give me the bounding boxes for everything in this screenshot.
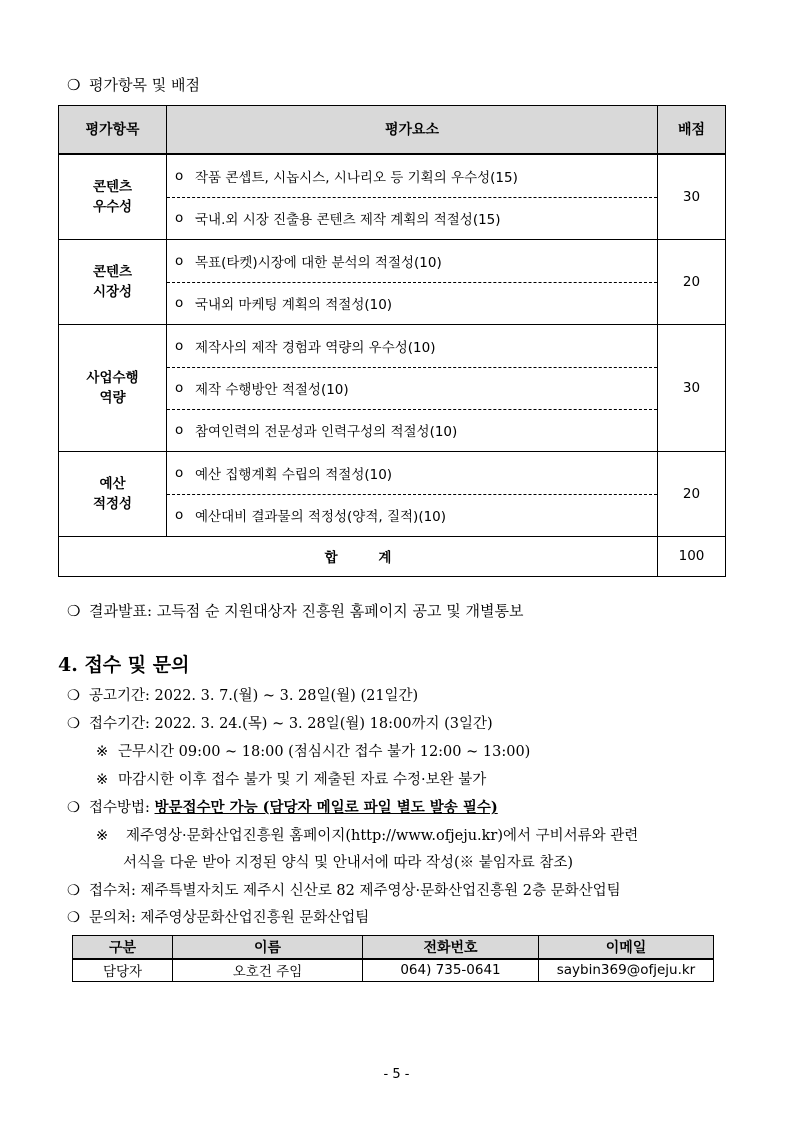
contact-role: 담당자 — [73, 959, 173, 982]
notice-period-text: 공고기간: 2022. 3. 7.(월) ~ 3. 28일(월) (21일간) — [89, 688, 419, 704]
header-category: 평가항목 — [59, 106, 167, 154]
small-bullet-icon: o — [175, 252, 184, 269]
elements-cell — [167, 154, 658, 240]
category-label: 콘텐츠 — [92, 178, 133, 195]
small-bullet-icon: o — [175, 295, 184, 311]
inquiry-text: 문의처: 제주영상문화산업진흥원 문화산업팀 — [89, 910, 370, 926]
table-row — [59, 324, 726, 451]
section-title: 4. 접수 및 문의 — [58, 654, 190, 676]
total-score: 100 — [658, 536, 726, 576]
small-bullet-icon: o — [175, 210, 184, 226]
element-text: 제작사의 제작 경험과 역량의 우수성(10) — [195, 339, 436, 356]
header-role: 구분 — [73, 936, 173, 959]
contact-phone: 064) 735-0641 — [363, 959, 539, 982]
reference-mark-icon: ※ — [96, 772, 109, 788]
list-item — [167, 197, 657, 239]
small-bullet-icon: o — [175, 422, 184, 438]
element-text: 목표(타켓)시장에 대한 분석의 적절성(10) — [195, 254, 442, 271]
category-cell — [59, 239, 167, 324]
small-bullet-icon: o — [175, 464, 184, 481]
element-text: 예산 집행계획 수립의 적절성(10) — [195, 466, 393, 483]
category-cell — [59, 324, 167, 451]
result-notice-text: 결과발표: 고득점 순 지원대상자 진흥원 홈페이지 공고 및 개별통보 — [89, 602, 524, 620]
table-row — [59, 154, 726, 240]
header-score: 배점 — [658, 106, 726, 154]
circle-bullet-icon: ❍ — [67, 910, 80, 926]
total-label: 합 계 — [59, 536, 658, 576]
submission-period-text: 접수기간: 2022. 3. 24.(목) ~ 3. 28일(월) 18:00까지 (3일간) — [89, 716, 493, 732]
table-row — [59, 239, 726, 324]
eval-heading-text: 평가항목 및 배점 — [89, 76, 200, 94]
deadline-note — [96, 768, 486, 789]
circle-bullet-icon: ❍ — [67, 883, 80, 899]
eval-heading — [67, 74, 200, 95]
header-elements: 평가요소 — [167, 106, 658, 154]
element-text: 국내외 마케팅 계획의 적절성(10) — [195, 297, 393, 313]
category-label: 시장성 — [92, 283, 133, 300]
submission-method — [67, 796, 498, 817]
list-item — [167, 409, 657, 451]
total-row — [59, 536, 726, 576]
category-label: 역량 — [99, 389, 126, 406]
score-cell: 20 — [658, 239, 726, 324]
result-notice — [67, 600, 523, 621]
contact-table — [72, 935, 714, 982]
circle-bullet-icon: ❍ — [67, 602, 81, 620]
list-item — [167, 452, 657, 494]
method-note-line1 — [96, 824, 638, 845]
evaluation-table-header — [59, 106, 726, 154]
category-label: 사업수행 — [86, 369, 139, 386]
reference-mark-icon: ※ — [96, 744, 109, 760]
element-text: 예산대비 결과물의 적정성(양적, 질적)(10) — [195, 509, 447, 525]
header-email: 이메일 — [539, 936, 714, 959]
method-label: 접수방법: — [89, 800, 155, 816]
list-item — [167, 367, 657, 409]
elements-cell — [167, 239, 658, 324]
inquiry — [67, 906, 369, 927]
small-bullet-icon: o — [175, 507, 184, 523]
score-cell: 30 — [658, 324, 726, 451]
evaluation-table — [58, 105, 726, 577]
category-label: 적정성 — [92, 495, 133, 512]
small-bullet-icon: o — [175, 337, 184, 354]
category-cell — [59, 154, 167, 240]
header-phone: 전화번호 — [363, 936, 539, 959]
small-bullet-icon: o — [175, 167, 184, 184]
reference-mark-icon: ※ — [96, 828, 109, 844]
score-cell: 20 — [658, 451, 726, 536]
list-item — [167, 494, 657, 536]
method-value: 방문접수만 가능 (담당자 메일로 파일 별도 발송 필수) — [154, 799, 498, 816]
submission-period — [67, 712, 493, 733]
header-name: 이름 — [173, 936, 363, 959]
method-note-line2: 서식을 다운 받아 지정된 양식 및 안내서에 따라 작성(※ 붙임자료 참조) — [123, 855, 574, 871]
work-hours-text: 근무시간 09:00 ~ 18:00 (점심시간 접수 불가 12:00 ~ 13:00) — [118, 744, 531, 760]
element-text: 국내.외 시장 진출용 콘텐츠 제작 계획의 적절성(15) — [195, 212, 501, 228]
category-label: 우수성 — [92, 198, 133, 215]
category-label: 예산 — [99, 475, 126, 492]
circle-bullet-icon: ❍ — [67, 76, 81, 94]
category-cell — [59, 451, 167, 536]
table-row — [59, 451, 726, 536]
list-item — [167, 155, 657, 197]
circle-bullet-icon: ❍ — [67, 688, 80, 704]
work-hours-note — [96, 740, 530, 761]
place-text: 접수처: 제주특별자치도 제주시 신산로 82 제주영상·문화산업진흥원 2층 문화산업팀 — [89, 883, 621, 899]
category-label: 콘텐츠 — [92, 263, 133, 280]
list-item — [167, 325, 657, 367]
table-row — [73, 959, 714, 982]
element-text: 참여인력의 전문성과 인력구성의 적절성(10) — [195, 424, 458, 440]
submission-place — [67, 879, 621, 900]
contact-email[interactable]: saybin369@ofjeju.kr — [539, 959, 714, 982]
contact-name: 오호건 주임 — [173, 959, 363, 982]
page-number: - 5 - — [383, 1067, 410, 1082]
element-text: 작품 콘셉트, 시놉시스, 시나리오 등 기획의 우수성(15) — [195, 169, 518, 186]
list-item — [167, 240, 657, 282]
small-bullet-icon: o — [175, 380, 184, 396]
circle-bullet-icon: ❍ — [67, 716, 80, 732]
elements-cell — [167, 324, 658, 451]
contact-table-header — [73, 936, 714, 959]
circle-bullet-icon: ❍ — [67, 800, 80, 816]
element-text: 제작 수행방안 적절성(10) — [195, 382, 349, 398]
method-note-text: 제주영상·문화산업진흥원 홈페이지(http://www.ofjeju.kr)에서 구비서류와 관련 — [126, 828, 639, 844]
notice-period — [67, 684, 418, 705]
deadline-text: 마감시한 이후 접수 불가 및 기 제출된 자료 수정·보완 불가 — [118, 772, 487, 788]
elements-cell — [167, 451, 658, 536]
list-item — [167, 282, 657, 324]
score-cell: 30 — [658, 154, 726, 240]
